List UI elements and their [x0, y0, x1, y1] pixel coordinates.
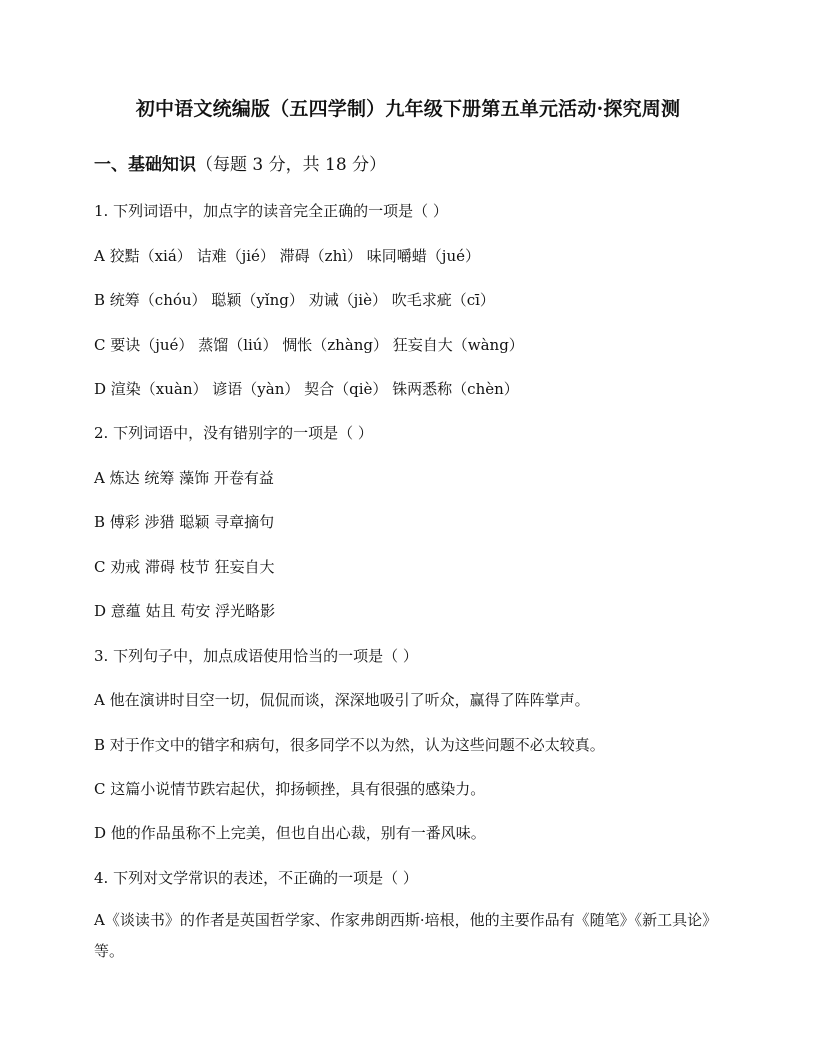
- question-1-option-d: D 渲染（xuàn） 谚语（yàn） 契合（qiè） 铢两悉称（chèn）: [94, 380, 519, 398]
- question-3-option-b: B 对于作文中的错字和病句，很多同学不以为然，认为这些问题不必太较真。: [94, 736, 605, 754]
- question-2-stem: 2. 下列词语中，没有错别字的一项是（ ）: [94, 424, 373, 442]
- question-4-option-a: A《谈读书》的作者是英国哲学家、作家弗朗西斯·培根，他的主要作品有《随笔》《新工具论》等。: [94, 911, 718, 960]
- page-title: 初中语文统编版（五四学制）九年级下册第五单元活动·探究周测: [135, 98, 681, 120]
- question-3-option-c: C 这篇小说情节跌宕起伏，抑扬顿挫，具有很强的感染力。: [94, 780, 486, 798]
- section-heading-note: （每题 3 分，共 18 分）: [196, 155, 387, 175]
- question-2-option-b: B 傅彩 涉猎 聪颖 寻章摘句: [94, 513, 275, 531]
- question-1-option-a: A 狡黠（xiá） 诘难（jié） 滞碍（zhì） 味同嚼蜡（jué）: [94, 247, 480, 265]
- question-1-option-c: C 要诀（jué） 蒸馏（liú） 惆怅（zhàng） 狂妄自大（wàng）: [94, 336, 524, 354]
- question-2-option-d: D 意蕴 姑且 苟安 浮光略影: [94, 602, 276, 620]
- section-heading: [94, 150, 386, 175]
- question-3-option-a: A 他在演讲时目空一切，侃侃而谈，深深地吸引了听众，赢得了阵阵掌声。: [94, 691, 590, 709]
- question-2-option-a: A 炼达 统筹 藻饰 开卷有益: [94, 469, 274, 487]
- question-4-stem: 4. 下列对文学常识的表述，不正确的一项是（ ）: [94, 869, 418, 887]
- question-2-option-c: C 劝戒 滞碍 枝节 狂妄自大: [94, 558, 275, 576]
- question-3-option-d: D 他的作品虽称不上完美，但也自出心裁，别有一番风味。: [94, 824, 486, 842]
- question-3-stem: 3. 下列句子中，加点成语使用恰当的一项是（ ）: [94, 647, 418, 665]
- question-1-stem: 1. 下列词语中，加点字的读音完全正确的一项是（ ）: [94, 202, 448, 220]
- question-1-option-b: B 统筹（chóu） 聪颖（yǐng） 劝诫（jiè） 吹毛求疵（cī）: [94, 291, 495, 309]
- section-heading-main: 一、基础知识: [94, 155, 196, 175]
